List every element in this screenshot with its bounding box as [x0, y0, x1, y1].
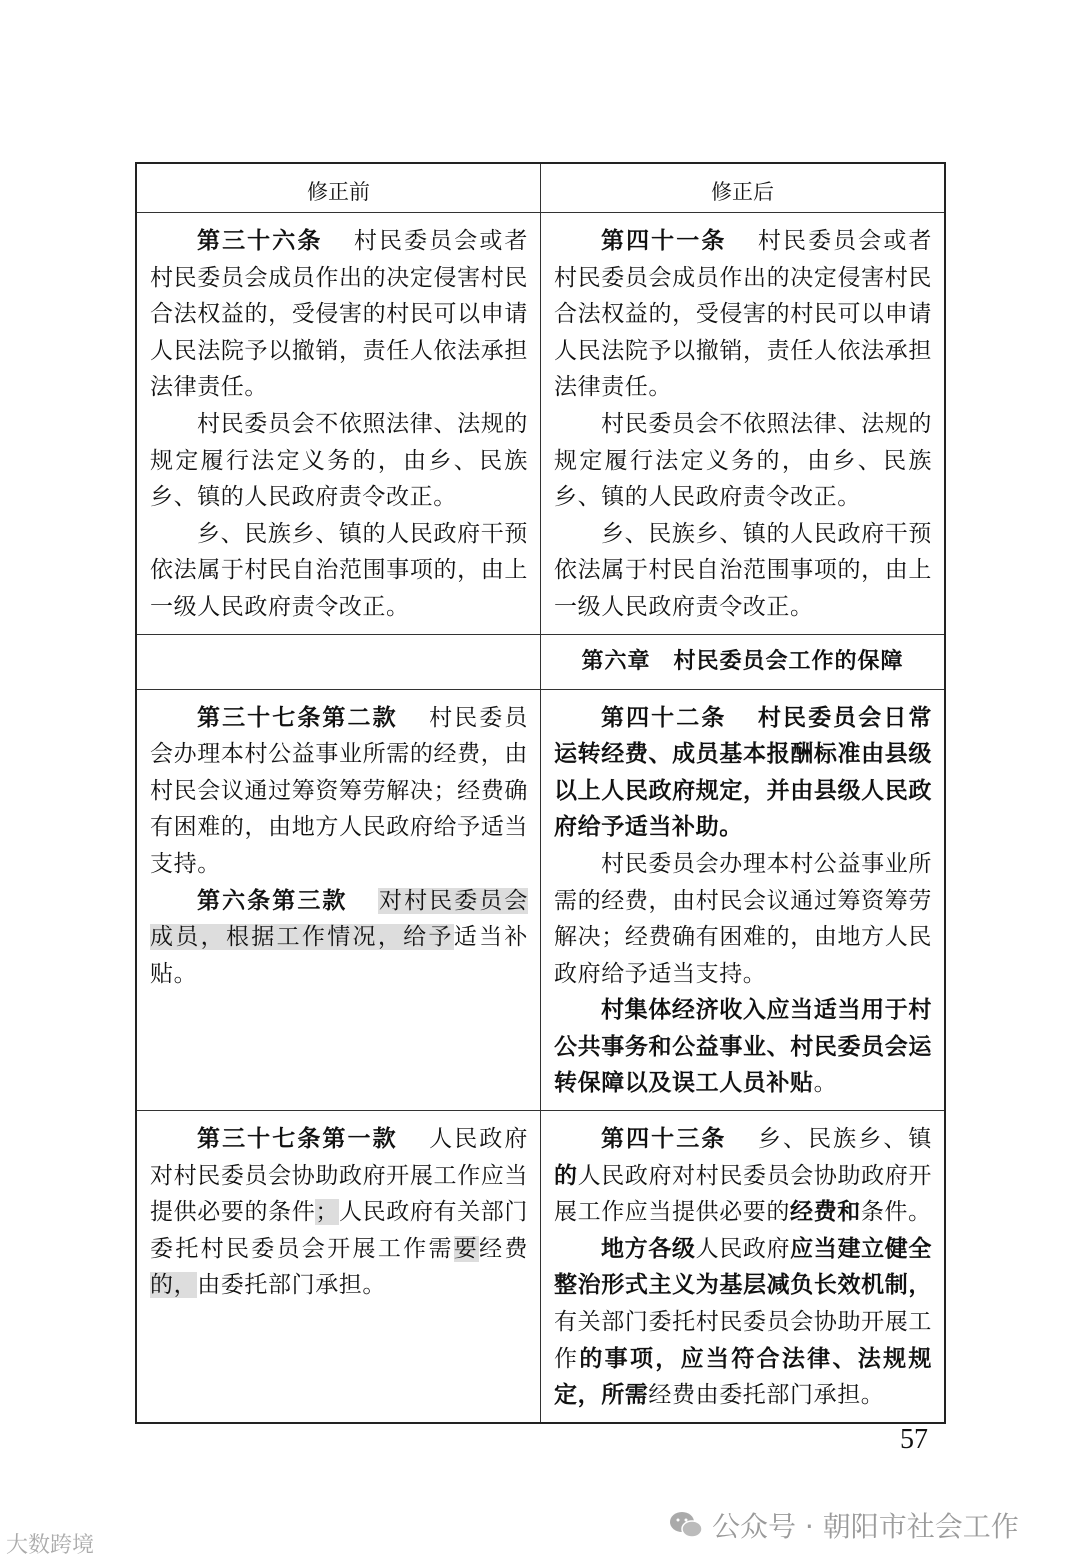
text-span: 条件。	[860, 1199, 932, 1226]
bold-text: 第六条第三款	[197, 887, 348, 914]
bold-text: 第三十七条第一款	[197, 1126, 398, 1153]
text-span: 。	[813, 1070, 838, 1097]
wechat-watermark	[668, 1505, 1019, 1545]
paragraph	[554, 992, 932, 1102]
corner-watermark: 大数跨境	[6, 1533, 95, 1558]
cell-before	[136, 634, 541, 689]
text-span: 村民委员会或者村民委员会成员作出的决定侵害村民合法权益的，受侵害的村民可以申请人民法院予以撤销，责任人依法承担法律责任。	[150, 228, 529, 401]
column-header-after: 修正后	[541, 163, 946, 213]
bold-text: 村民委员会日常运转经费、成员基本报酬标准由县级以上人民政府规定，并由县级人民政府给予适当补助。	[554, 704, 933, 841]
text-span: 经费	[479, 1235, 529, 1262]
paragraph	[150, 1121, 528, 1304]
text-span: 人民政府有关部门委托村民委员会开展工作需	[150, 1199, 528, 1262]
paragraph	[150, 700, 528, 883]
highlighted-text: 要	[453, 1235, 480, 1262]
bold-text: 经费和	[790, 1199, 861, 1226]
paragraph	[554, 516, 932, 626]
text-span: 人民政府对村民委员会协助政府开展工作应当提供必要的	[554, 1162, 933, 1226]
text-span: 村民委员会不依照法律、法规的规定履行法定义务的，由乡、民族乡、镇的人民政府责令改正。	[554, 410, 932, 511]
text-span: 经费由委托部门承担。	[648, 1382, 885, 1409]
bold-text: 村集体经济收入应当适当用于村公共事务和公益事业、村民委员会运转保障以及误工人员补贴	[554, 997, 932, 1097]
bold-text: 的事项，应当符合法律、法规规定，所需	[554, 1345, 932, 1409]
chapter-heading: 第六章 村民委员会工作的保障	[541, 634, 946, 689]
highlighted-text: ；	[315, 1199, 339, 1226]
column-header-before: 修正前	[136, 163, 541, 213]
text-span: 村民委员会办理本村公益事业所需的经费，由村民会议通过筹资筹劳解决；经费确有困难的，由地方人民政府给予适当支持。	[554, 850, 932, 987]
cell-before	[136, 689, 541, 1111]
text-span: 村民委员会或者村民委员会成员作出的决定侵害村民合法权益的，受侵害的村民可以申请人民法院予以撤销，责任人依法承担法律责任。	[554, 228, 933, 401]
text-span: 有关部门委托村民委员会协助开展工作	[554, 1309, 932, 1372]
cell-after	[541, 213, 946, 635]
bold-text: 的	[554, 1162, 578, 1189]
paragraph	[150, 516, 528, 626]
text-span: 由委托部门承担。	[197, 1272, 387, 1299]
paragraph	[150, 223, 528, 406]
paragraph	[554, 1121, 932, 1231]
cell-before	[136, 1111, 541, 1423]
text-span: 乡、民族乡、镇的人民政府干预依法属于村民自治范围事项的，由上一级人民政府责令改正。	[554, 520, 932, 620]
bold-text: 第四十三条	[601, 1126, 727, 1153]
page-number: 57	[900, 1424, 928, 1455]
paragraph	[150, 883, 528, 993]
bold-text: 第四十二条	[601, 704, 727, 731]
highlighted-text: 对村民委员会成员，根据工作情况，给予	[150, 887, 528, 951]
bold-text: 第三十六条	[197, 228, 323, 254]
text-span: 适当补贴。	[150, 924, 528, 987]
paragraph	[554, 846, 932, 992]
cell-before	[136, 213, 541, 635]
amendment-comparison-table	[135, 162, 946, 1424]
text-span: 乡、民族乡、镇的人民政府干预依法属于村民自治范围事项的，由上一级人民政府责令改正。	[150, 520, 528, 620]
text-span: 村民委员会办理本村公益事业所需的经费，由村民会议通过筹资筹劳解决；经费确有困难的，由地方人民政府给予适当支持。	[150, 704, 528, 877]
text-span: 人民政府对村民委员会协助政府开展工作应当提供必要的条件	[150, 1126, 528, 1226]
paragraph	[554, 700, 932, 846]
paragraph	[554, 223, 932, 406]
text-span: 乡、民族乡、镇	[756, 1126, 933, 1153]
text-span: 人民政府	[695, 1235, 791, 1262]
wechat-icon	[668, 1510, 704, 1540]
text-span: 村民委员会不依照法律、法规的规定履行法定义务的，由乡、民族乡、镇的人民政府责令改正。	[150, 410, 528, 511]
table-row	[136, 1111, 945, 1423]
paragraph	[554, 1231, 932, 1414]
bold-text: 第三十七条第二款	[197, 704, 398, 731]
paragraph	[150, 406, 528, 516]
highlighted-text: 的，	[150, 1272, 198, 1299]
paragraph	[554, 406, 932, 516]
bold-text: 应当建立健全整治形式主义为基层减负长效机制，	[554, 1235, 932, 1299]
table-row	[136, 689, 945, 1111]
bold-text: 第四十一条	[601, 228, 727, 254]
table-row	[136, 634, 945, 689]
table-row	[136, 213, 945, 635]
wechat-account-name: 公众号 · 朝阳市社会工作	[712, 1510, 1019, 1543]
bold-text: 地方各级	[601, 1235, 696, 1262]
cell-after	[541, 1111, 946, 1423]
table-header-row	[136, 163, 945, 213]
cell-after	[541, 689, 946, 1111]
